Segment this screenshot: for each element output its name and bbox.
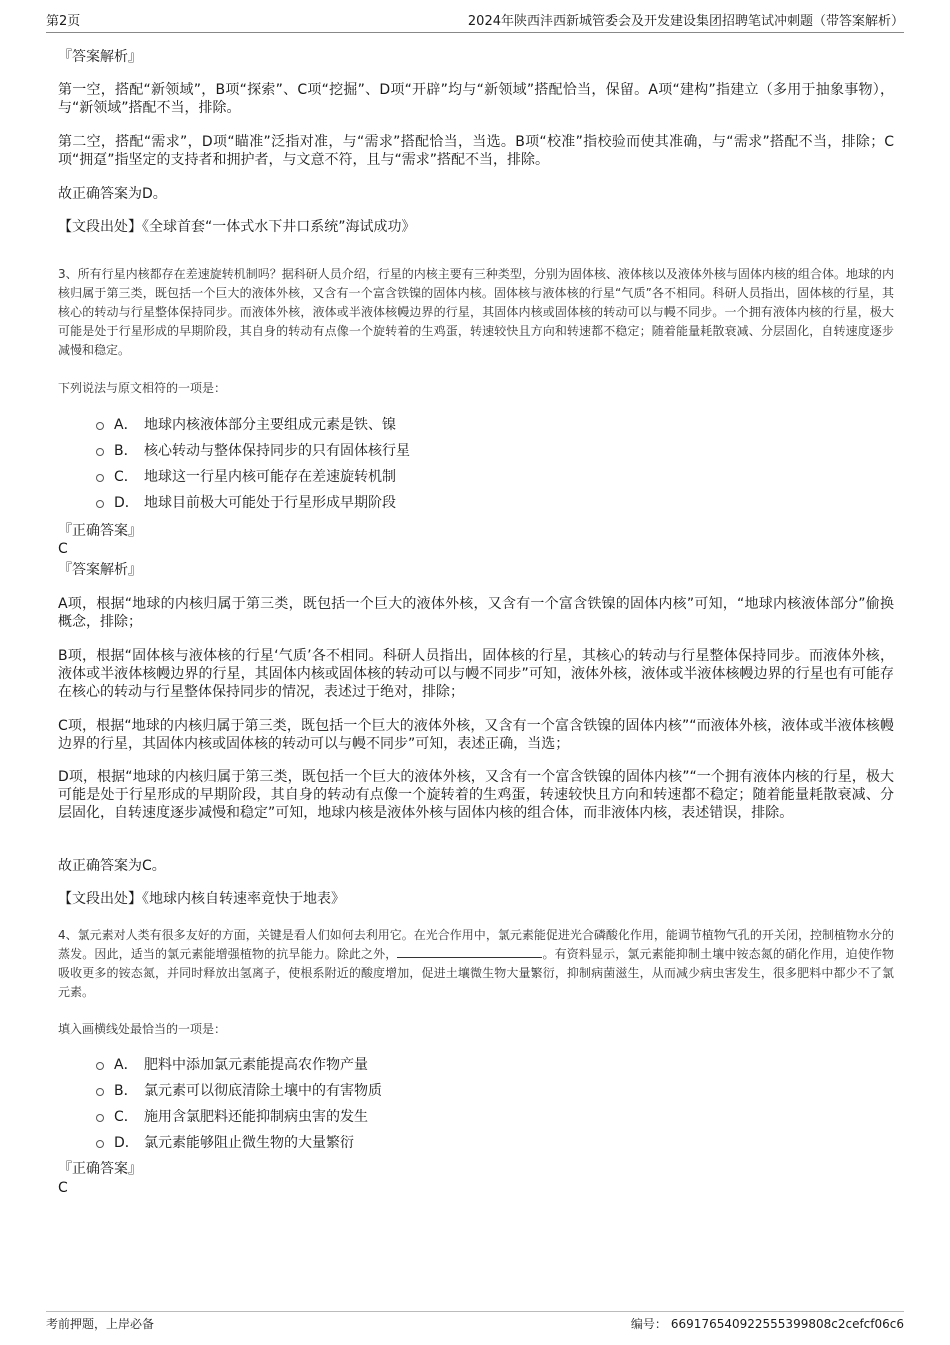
radio-icon[interactable] bbox=[96, 474, 104, 482]
radio-icon[interactable] bbox=[96, 422, 104, 430]
question-4-text: 4、氯元素对人类有很多友好的方面，关键是看人们如何去利用它。在光合作用中，氯元素能促进光合磷酸化作用，能调节植物气孔的开关闭，控制植物水分的蒸发。因此，适当的氯元素能增强植物的抗旱能力。除此之外， 。有资料显示，氯元素能抑制土壤中铵态氮的硝化作用，迫使作物吸收更多的铵态氮，并同时释放出氢离子，使根系附近的酸度增加，促进土壤微生物大量繁衍，抑制病菌滋生，从而减少病虫害发生，很多肥料中都少不了氯元素。 bbox=[58, 928, 894, 999]
option-a[interactable]: A． 肥料中添加氯元素能提高农作物产量 bbox=[96, 1051, 382, 1077]
analysis-paragraph: 第二空，搭配“需求”，D项“瞄准”泛指对准，与“需求”搭配恰当，当选。B项“校准”指校验而使其准确，与“需求”搭配不当，排除；C项“拥趸”指坚定的支持者和拥护者，与文意不符，且与“需求”搭配不当，排除。 bbox=[58, 134, 894, 168]
page-footer bbox=[46, 1311, 904, 1335]
analysis-paragraph: C项，根据“地球的内核归属于第三类，既包括一个巨大的液体外核，又含有一个富含铁镍的固体内核”“而液体外核，液体或半液体核幔边界的行星，其固体内核或固体核的转动可以与幔不同步”可知，表述正确，当选； bbox=[58, 718, 894, 752]
option-b[interactable]: B． 氯元素可以彻底清除土壤中的有害物质 bbox=[96, 1077, 382, 1103]
radio-icon[interactable] bbox=[96, 1062, 104, 1070]
question-3-options bbox=[96, 411, 410, 515]
answer-conclusion: 故正确答案为C。 bbox=[58, 858, 166, 874]
analysis-paragraph: A项，根据“地球的内核归属于第三类，既包括一个巨大的液体外核，又含有一个富含铁镍的固体内核”可知，“地球内核液体部分”偷换概念，排除； bbox=[58, 596, 894, 630]
document-code: 编号： 669176540922555399808c2cefcf06c6 bbox=[630, 1317, 904, 1331]
option-c[interactable]: C． 施用含氯肥料还能抑制病虫害的发生 bbox=[96, 1103, 382, 1129]
radio-icon[interactable] bbox=[96, 1140, 104, 1148]
analysis-paragraph: B项，根据“固体核与液体核的行星‘气质’各不相同。科研人员指出，固体核的行星，其核心的转动与行星整体保持同步。而液体外核，液体或半液体核幔边界的行星，其固体内核或固体核的转动可以与幔不同步”可知，液体外核，液体或半液体核幔边界的行星也有可能存在核心的转动与行星整体保持同步的情况，表述过于绝对，排除； bbox=[58, 648, 894, 700]
question-3-text: 3、所有行星内核都存在差速旋转机制吗？据科研人员介绍，行星的内核主要有三种类型，分别为固体核、液体核以及液体外核与固体内核的组合体。地球的内核归属于第三类，既包括一个巨大的液体外核，又含有一个富含铁镍的固体内核。固体核与液体核的行星“气质”各不相同。科研人员指出，固体核的行星，其核心的转动与行星整体保持同步。而液体外核，液体或半液体核幔边界的行星，其固体内核或固体核的转动可以与幔不同步。一个拥有液体内核的行星，极大可能是处于行星形成的早期阶段，其自身的转动有点像一个旋转着的生鸡蛋，转速较快且方向和转速都不稳定；随着能量耗散衰减、分层固化，自转速度逐步减慢和稳定。 bbox=[58, 267, 894, 357]
radio-icon[interactable] bbox=[96, 500, 104, 508]
answer-conclusion: 故正确答案为D。 bbox=[58, 186, 167, 202]
option-b[interactable]: B． 核心转动与整体保持同步的只有固体核行星 bbox=[96, 437, 410, 463]
passage-source: 【文段出处】《地球内核自转速率竟快于地表》 bbox=[58, 891, 345, 907]
option-d[interactable]: D． 氯元素能够阻止微生物的大量繁衍 bbox=[96, 1129, 382, 1155]
document-title: 2024年陕西沣西新城管委会及开发建设集团招聘笔试冲刺题（带答案解析） bbox=[467, 14, 904, 29]
footer-slogan: 考前押题，上岸必备 bbox=[46, 1317, 155, 1331]
analysis-paragraph: 第一空，搭配“新领域”，B项“探索”、C项“挖掘”、D项“开辟”均与“新领域”搭配恰当，保留。A项“建构”指建立（多用于抽象事物），与“新领域”搭配不当，排除。 bbox=[58, 82, 894, 116]
correct-answer-label: 『正确答案』 bbox=[58, 1161, 142, 1177]
page-header bbox=[46, 12, 904, 33]
page-number: 第2页 bbox=[46, 14, 81, 29]
correct-answer: C bbox=[58, 541, 68, 557]
analysis-paragraph: D项，根据“地球的内核归属于第三类，既包括一个巨大的液体外核，又含有一个富含铁镍的固体内核”“一个拥有液体内核的行星，极大可能是处于行星形成的早期阶段，其自身的转动有点像一个旋转着的生鸡蛋，转速较快且方向和转速都不稳定；随着能量耗散衰减、分层固化，自转速度逐步减慢和稳定”可知，地球内核是液体外核与固体内核的组合体，而非液体内核，表述错误，排除。 bbox=[58, 769, 894, 821]
passage-source: 【文段出处】《全球首套“一体式水下井口系统”海试成功》 bbox=[58, 219, 416, 235]
radio-icon[interactable] bbox=[96, 1088, 104, 1096]
radio-icon[interactable] bbox=[96, 1114, 104, 1122]
option-a[interactable]: A． 地球内核液体部分主要组成元素是铁、镍 bbox=[96, 411, 410, 437]
question-4-options bbox=[96, 1051, 382, 1155]
analysis-label: 『答案解析』 bbox=[58, 49, 142, 65]
correct-answer-label: 『正确答案』 bbox=[58, 523, 142, 539]
radio-icon[interactable] bbox=[96, 448, 104, 456]
correct-answer: C bbox=[58, 1180, 68, 1196]
option-c[interactable]: C． 地球这一行星内核可能存在差速旋转机制 bbox=[96, 463, 410, 489]
fill-blank bbox=[397, 946, 542, 958]
question-4-prompt: 填入画横线处最恰当的一项是： bbox=[58, 1022, 227, 1036]
analysis-label: 『答案解析』 bbox=[58, 562, 142, 578]
option-d[interactable]: D． 地球目前极大可能处于行星形成早期阶段 bbox=[96, 489, 410, 515]
question-3-prompt: 下列说法与原文相符的一项是： bbox=[58, 381, 227, 395]
